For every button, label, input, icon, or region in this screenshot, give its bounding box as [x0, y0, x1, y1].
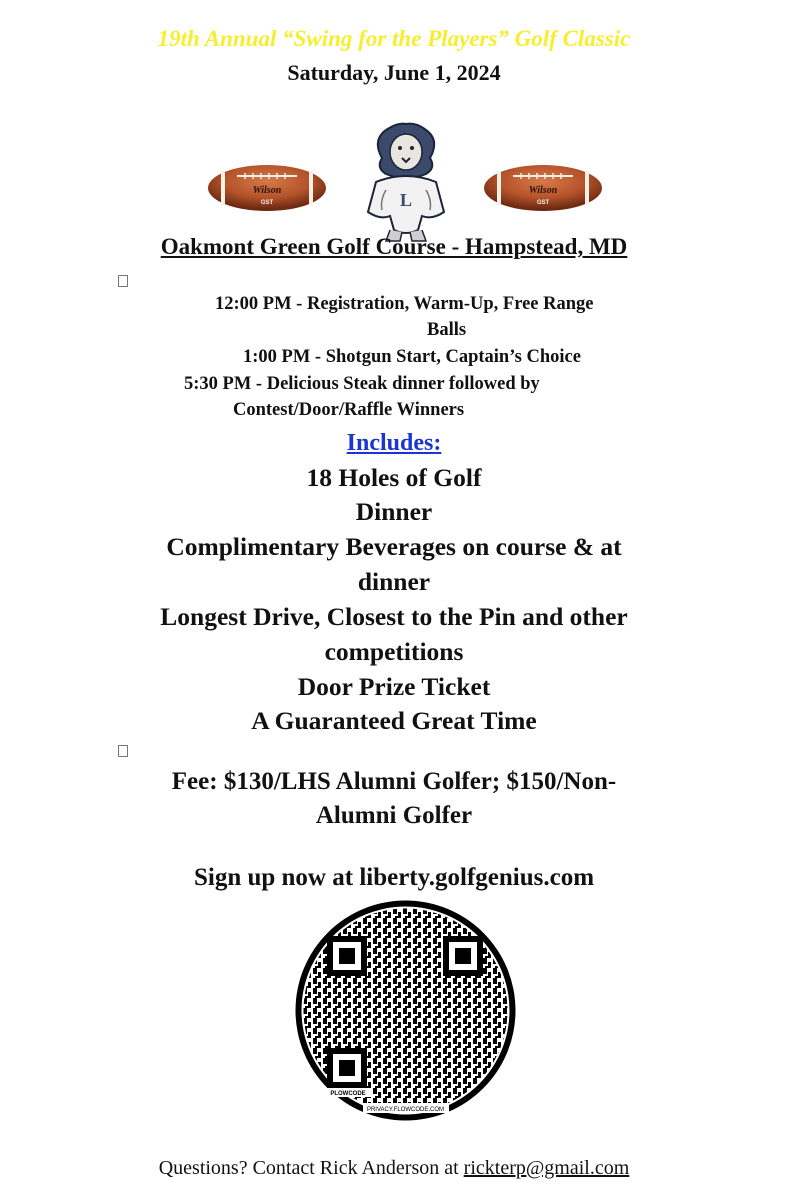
includes-item: Dinner [355, 497, 433, 526]
includes-item: A Guaranteed Great Time [251, 706, 537, 735]
football-left-image [207, 163, 327, 213]
football-model-text: GST [536, 200, 550, 206]
qr-code-image[interactable] [293, 898, 518, 1123]
placeholder-glyph-icon [118, 275, 128, 287]
contact-email-link[interactable]: rickterp@gmail.com [463, 1157, 630, 1179]
includes-item: Door Prize Ticket [297, 672, 491, 701]
schedule-line-registration: 12:00 PM - Registration, Warm-Up, Free Range [215, 294, 594, 314]
schedule-line-dinner-cont: Contest/Door/Raffle Winners [233, 400, 465, 420]
includes-item: dinner [357, 567, 431, 596]
lion-mascot-image [352, 120, 460, 242]
fee-line: Fee: $130/LHS Alumni Golfer; $150/Non- [171, 768, 617, 795]
includes-heading: Includes: [346, 430, 442, 456]
schedule-line-shotgun: 1:00 PM - Shotgun Start, Captain’s Choice [243, 347, 581, 367]
schedule-line-registration-cont: Balls [427, 320, 467, 340]
signup-text: Sign up now at liberty.golfgenius.com [193, 864, 595, 891]
contact-prefix: Questions? Contact Rick Anderson at [158, 1157, 464, 1179]
qr-brand-text: PLOWCODE [330, 1091, 366, 1097]
includes-item: 18 Holes of Golf [306, 463, 482, 492]
football-brand-text: Wilson [252, 185, 282, 196]
contact-line [0, 1157, 788, 1180]
football-brand-text: Wilson [528, 185, 558, 196]
event-date: Saturday, June 1, 2024 [287, 60, 501, 85]
includes-item: competitions [324, 637, 464, 666]
fee-line-cont: Alumni Golfer [315, 802, 473, 829]
qr-footer-text: PRIVACY.FLOWCODE.COM [366, 1107, 445, 1113]
includes-item: Longest Drive, Closest to the Pin and other [160, 602, 628, 631]
placeholder-glyph-icon [118, 745, 128, 757]
event-title: 19th Annual “Swing for the Players” Golf Classic [157, 26, 631, 51]
mascot-letter: L [399, 190, 413, 210]
venue-title: Oakmont Green Golf Course - Hampstead, MD [160, 234, 628, 259]
football-right-image [483, 163, 603, 213]
football-model-text: GST [260, 200, 274, 206]
includes-item: Complimentary Beverages on course & at [166, 532, 622, 561]
schedule-line-dinner: 5:30 PM - Delicious Steak dinner followed by [184, 374, 540, 394]
